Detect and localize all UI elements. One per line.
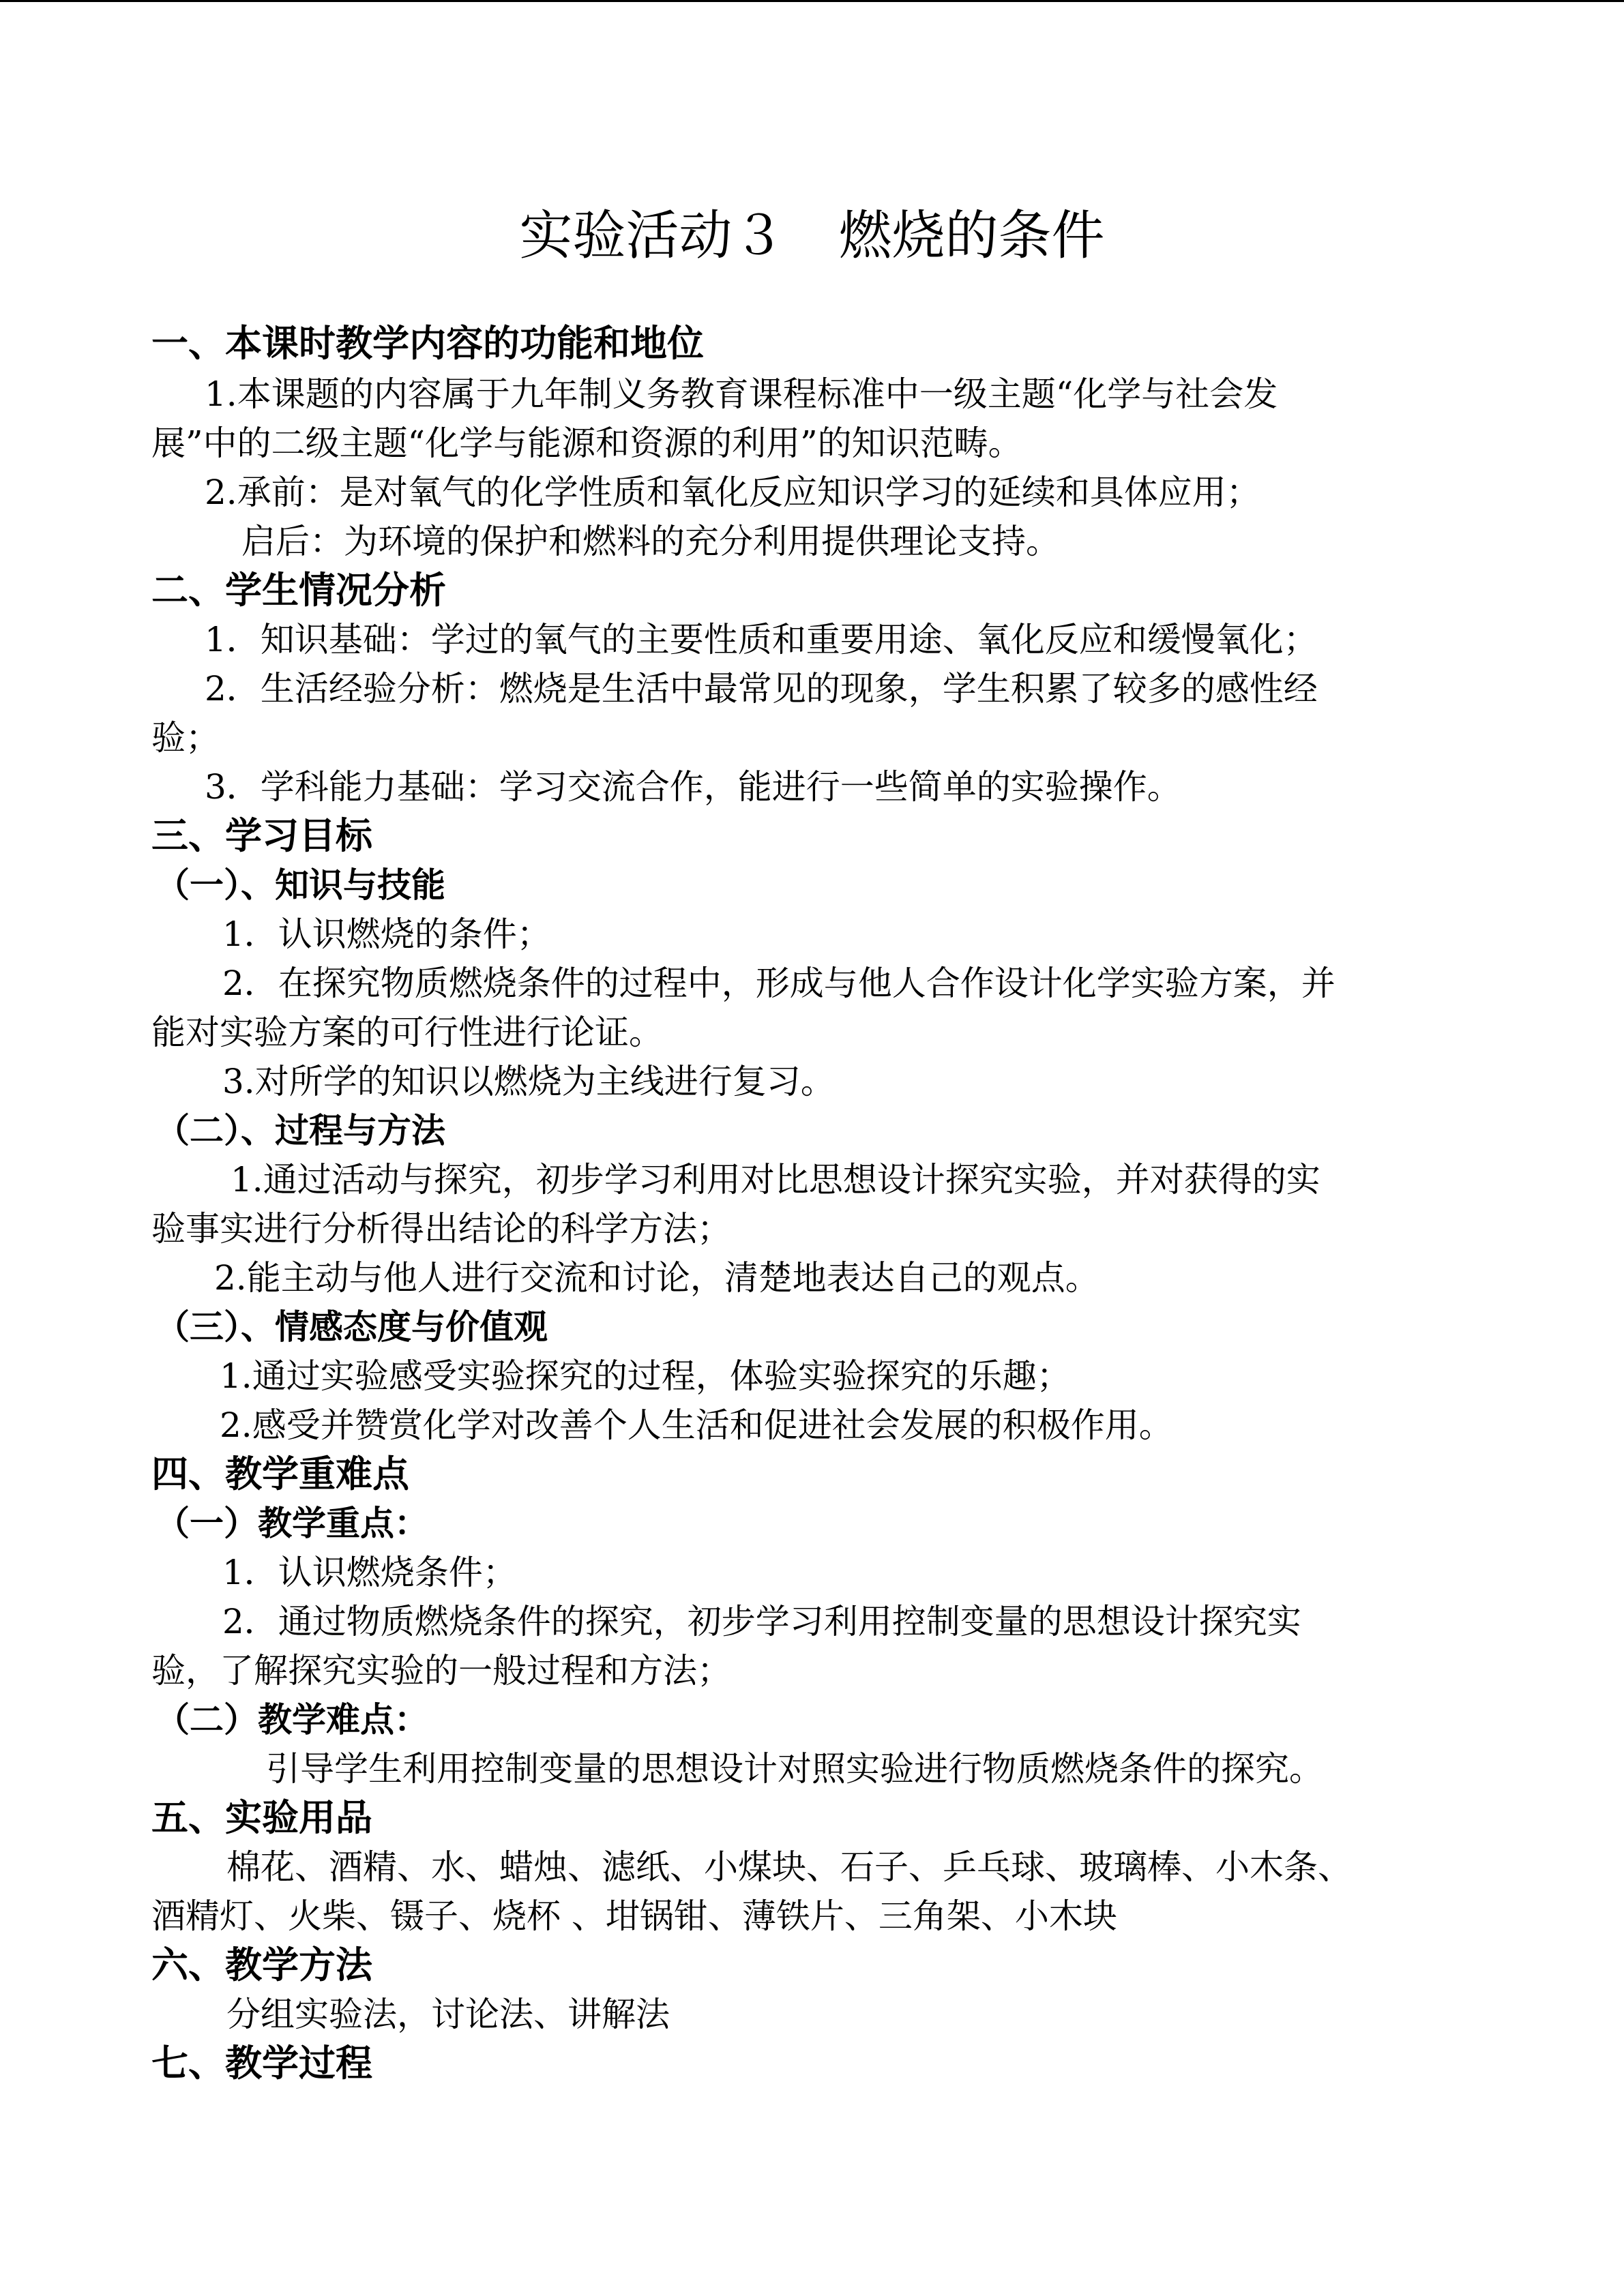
section-3-sub-3-item-2: 2.感受并赞赏化学对改善个人生活和促进社会发展的积极作用。 <box>220 1405 1173 1445</box>
section-5-materials-line-1: 棉花、酒精、水、蜡烛、滤纸、小煤块、石子、乒乓球、玻璃棒、小木条、 <box>226 1847 1352 1887</box>
section-3-sub-1-item-2-line-1: 2．在探究物质燃烧条件的过程中，形成与他人合作设计化学实验方案，并 <box>222 964 1335 1003</box>
section-3-sub-2-heading: （二）、过程与方法 <box>156 1111 445 1150</box>
section-1-paragraph-2-line-2: 启后：为环境的保护和燃料的充分利用提供理论支持。 <box>241 522 1060 561</box>
section-4-sub-2-heading: （二）教学难点： <box>156 1700 428 1740</box>
section-1-paragraph-1-line-1: 1.本课题的内容属于九年制义务教育课程标准中一级主题“化学与社会发 <box>205 374 1278 414</box>
section-3-sub-3-heading: （三）、情感态度与价值观 <box>156 1307 548 1347</box>
section-3-sub-1-heading: （一）、知识与技能 <box>156 865 445 905</box>
section-3-sub-2-item-1-line-1: 1.通过活动与探究，初步学习利用对比思想设计探究实验，并对获得的实 <box>231 1160 1320 1199</box>
section-2-item-1: 1．知识基础：学过的氧气的主要性质和重要用途、氧化反应和缓慢氧化； <box>205 620 1318 659</box>
top-border-rule <box>0 0 1624 2</box>
section-4-sub-1-heading: （一）教学重点： <box>156 1504 428 1543</box>
section-4-heading: 四、教学重难点 <box>151 1452 409 1495</box>
section-4-sub-1-item-2-line-2: 验，了解探究实验的一般过程和方法； <box>151 1651 731 1690</box>
section-3-sub-1-item-3: 3.对所学的知识以燃烧为主线进行复习。 <box>222 1062 835 1101</box>
section-1-paragraph-1-line-2: 展”中的二级主题“化学与能源和资源的利用”的知识范畴。 <box>151 423 1022 463</box>
section-3-sub-1-item-1: 1．认识燃烧的条件； <box>222 914 551 954</box>
section-2-item-2-line-2: 验； <box>151 718 220 758</box>
section-6-methods-line: 分组实验法，讨论法、讲解法 <box>226 1995 670 2034</box>
section-2-item-3: 3．学科能力基础：学习交流合作，能进行一些简单的实验操作。 <box>205 767 1181 807</box>
section-2-heading: 二、学生情况分析 <box>151 569 446 612</box>
section-6-heading: 六、教学方法 <box>151 1943 372 1986</box>
section-4-sub-1-item-2-line-1: 2．通过物质燃烧条件的探究，初步学习利用控制变量的思想设计探究实 <box>222 1602 1301 1641</box>
section-3-sub-2-item-1-line-2: 验事实进行分析得出结论的科学方法； <box>151 1209 731 1249</box>
section-1-paragraph-2-line-1: 2.承前：是对氧气的化学性质和氧化反应知识学习的延续和具体应用； <box>205 473 1260 512</box>
section-2-item-2-line-1: 2．生活经验分析：燃烧是生活中最常见的现象，学生积累了较多的感性经 <box>205 669 1318 709</box>
section-1-heading: 一、本课时教学内容的功能和地位 <box>151 322 704 365</box>
section-5-materials-line-2: 酒精灯、火柴、镊子、烧杯 、坩锅钳、薄铁片、三角架、小木块 <box>151 1896 1117 1936</box>
section-4-sub-2-item-1: 引导学生利用控制变量的思想设计对照实验进行物质燃烧条件的探究。 <box>266 1749 1323 1789</box>
section-4-sub-1-item-1: 1．认识燃烧条件； <box>222 1553 517 1592</box>
section-7-heading: 七、教学过程 <box>151 2042 372 2085</box>
section-3-sub-1-item-2-line-2: 能对实验方案的可行性进行论证。 <box>151 1013 663 1052</box>
section-3-heading: 三、学习目标 <box>151 814 372 857</box>
section-3-sub-3-item-1: 1.通过实验感受实验探究的过程，体验实验探究的乐趣； <box>220 1356 1071 1396</box>
document-title: 实验活动３ 燃烧的条件 <box>519 205 1105 267</box>
section-5-heading: 五、实验用品 <box>151 1796 372 1839</box>
section-3-sub-2-item-2: 2.能主动与他人进行交流和讨论，清楚地表达自己的观点。 <box>214 1258 1099 1298</box>
